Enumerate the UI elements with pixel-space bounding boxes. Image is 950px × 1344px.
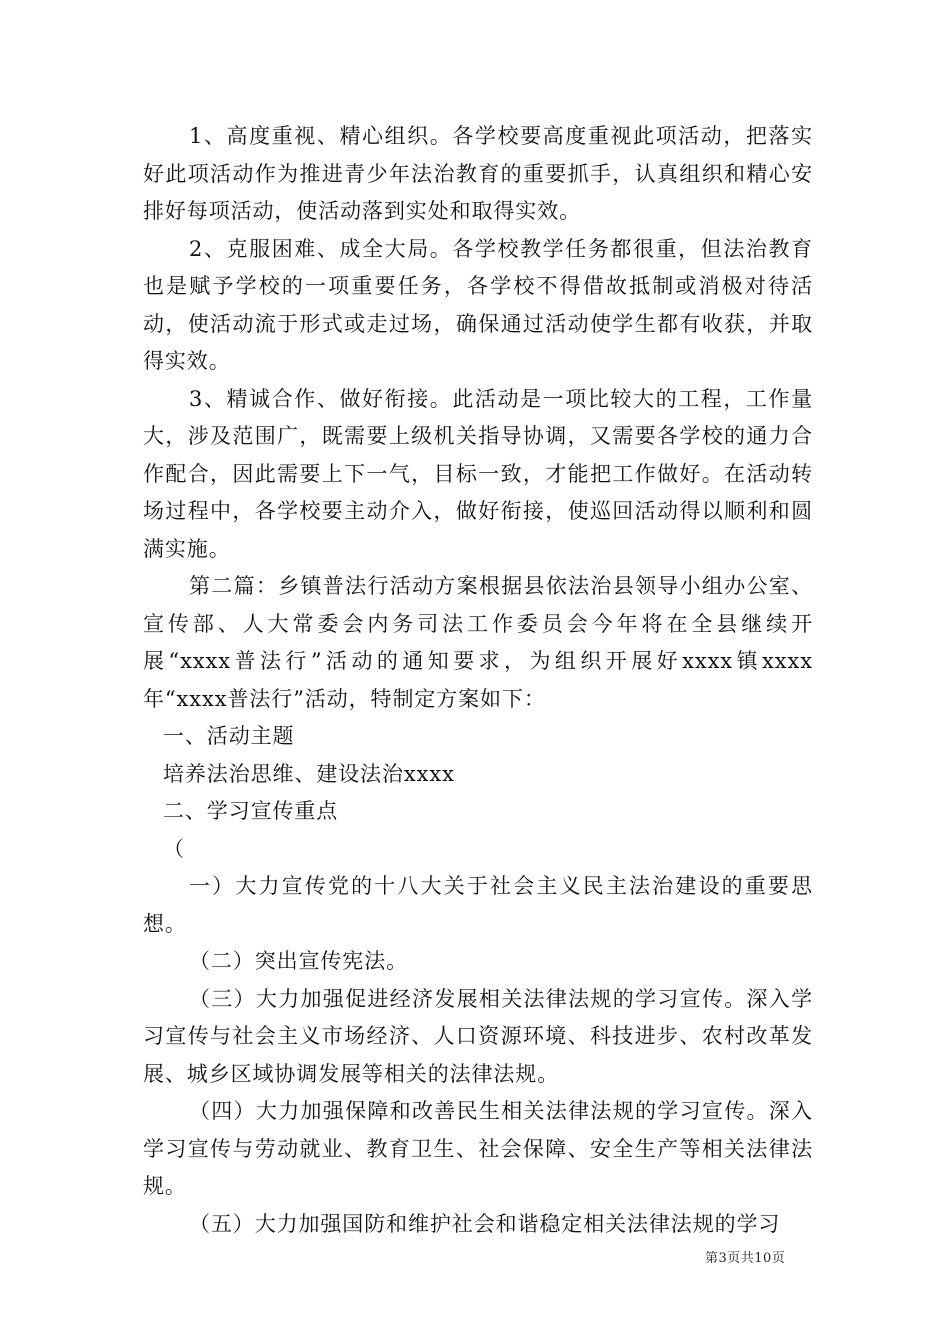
theme-text: 培养法治思维、建设法治xxxx <box>163 761 455 786</box>
paragraph-1: 1、高度重视、精心组织。各学校要高度重视此项活动，把落实好此项活动作为推进青少年法治教育的重要抓手，认真组织和精心安排好每项活动，使活动落到实处和取得实效。 <box>143 124 813 223</box>
open-parenthesis-line: （ <box>163 836 185 861</box>
page-number-footer: 第3页共10页 <box>705 1251 786 1266</box>
paragraph-3: 3、精诚合作、做好衔接。此活动是一项比较大的工程，工作量大，涉及范围广，既需要上级机关指导协调，又需要各学校的通力合作配合，因此需要上下一气，目标一致，才能把工作做好。在活动转场过程中，各学校要主动介入，做好衔接，使巡回活动得以顺利和圆满实施。 <box>143 386 813 561</box>
focus-item-1: 一）大力宣传党的十八大关于社会主义民主法治建设的重要思想。 <box>143 874 813 936</box>
section-heading-focus: 二、学习宣传重点 <box>163 799 339 823</box>
paragraph-second-article: 第二篇：乡镇普法行活动方案根据县依法治县领导小组办公室、宣传部、人大常委会内务司法工作委员会今年将在全县继续开展“xxxx普法行”活动的通知要求，为组织开展好xxxx镇xxxx年“xxxx普法行”活动，特制定方案如下： <box>143 574 813 711</box>
paragraph-2: 2、克服困难、成全大局。各学校教学任务都很重，但法治教育也是赋予学校的一项重要任务，各学校不得借故抵制或消极对待活动，使活动流于形式或走过场，确保通过活动使学生都有收获，并取得实效。 <box>143 236 813 373</box>
focus-item-5: （五）大力加强国防和维护社会和谐稳定相关法律法规的学习 <box>189 1211 781 1236</box>
focus-item-3: （三）大力加强促进经济发展相关法律法规的学习宣传。深入学习宣传与社会主义市场经济、人口资源环境、科技进步、农村改革发展、城乡区域协调发展等相关的法律法规。 <box>143 986 813 1086</box>
focus-item-2: （二）突出宣传宪法。 <box>189 949 408 973</box>
document-body <box>143 118 813 1243</box>
section-heading-theme: 一、活动主题 <box>163 724 295 748</box>
focus-item-4: （四）大力加强保障和改善民生相关法律法规的学习宣传。深入学习宣传与劳动就业、教育卫生、社会保障、安全生产等相关法律法规。 <box>143 1099 813 1198</box>
